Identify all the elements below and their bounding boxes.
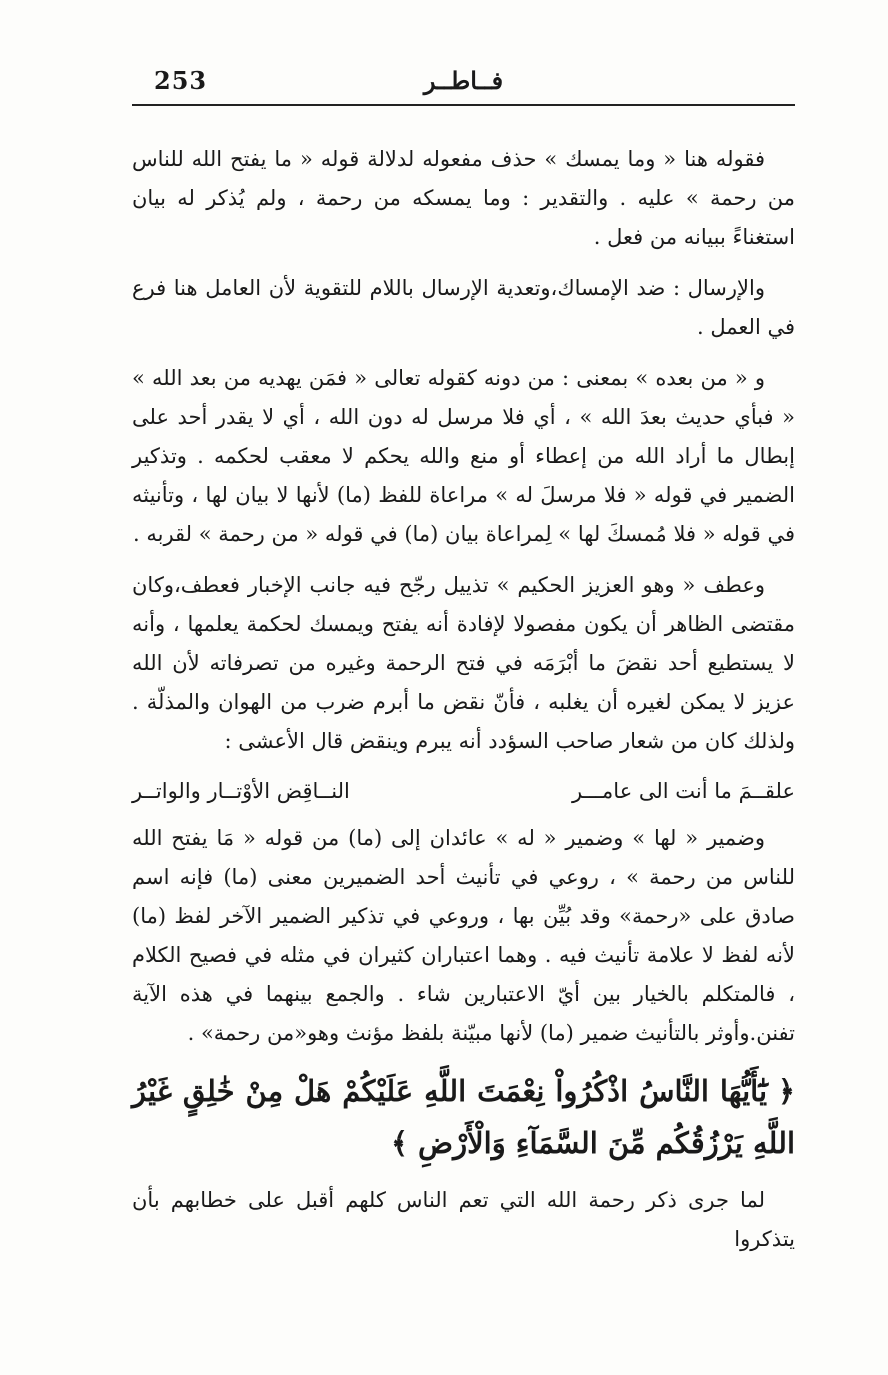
paragraph-3: و « من بعده » بمعنى : من دونه كقوله تعالى « فمَن يهديه من بعد الله » « فبأي حديث بعدَ الله » ، أي فلا مرسل له دون الله ، أي لا يقدر أحد على إبطال ما أراد الله من إعطاء أو منع والله يحكم لا معقب لحكمه . وتذكير الضمير في قوله « فلا مرسلَ له » مراعاة للفظ (ما) لأنها لا بيان لها ، وتأنيثه في قوله « فلا مُمسكَ لها » لِمراعاة بيان (ما) في قوله « من رحمة » لقربه .	[132, 366, 795, 546]
verse-first-hemistich: علقــمَ ما أنت الى عامـــر	[572, 779, 795, 803]
paragraph-4: وعطف « وهو العزيز الحكيم » تذييل رجّح فيه جانب الإخبار فعطف،وكان مقتضى الظاهر أن يكون مفصولا لإفادة أنه يفتح ويمسك لحكمة يعلمها ، وأنه لا يستطيع أحد نقضَ ما أبْرَمَه في فتح الرحمة وغيره من تصرفاته لأن الله عزيز لا يمكن لغيره أن يغلبه ، فأنّ نقض ما أبرم ضرب من الهوان والمذلّة . ولذلك كان من شعار صاحب السؤدد أنه يبرم وينقض قال الأعشى :	[132, 573, 795, 753]
body-text	[132, 140, 795, 1271]
paragraph-final: لما جرى ذكر رحمة الله التي تعم الناس كلهم أقبل على خطابهم بأن يتذكروا	[132, 1188, 795, 1251]
quran-verse: ﴿ يَٰٓأَيُّهَا النَّاسُ اذْكُرُواْ نِعْمَتَ اللَّهِ عَلَيْكُمْ هَلْ مِنْ خَٰلِقٍ غَيْرُ اللَّهِ يَرْزُقُكُم مِّنَ السَّمَآءِ وَالْأَرْضِ ﴾	[132, 1074, 795, 1160]
page-header	[132, 58, 795, 106]
page-number: 253	[154, 66, 208, 95]
paragraph-5: وضمير « لها » وضمير « له » عائدان إلى (ما) من قوله « مَا يفتح الله للناس من رحمة » ، روعي في تأنيث أحد الضميرين معنى (ما) فإنه اسم صادق على «رحمة» وقد بُيِّن بها ، وروعي في تذكير الضمير الآخر لفظ (ما) لأنه لفظ لا علامة تأنيث فيه . وهما اعتباران كثيران في مثله في فصيح الكلام ، فالمتكلم بالخيار بين أيّ الاعتبارين شاء . والجمع بينهما في هذه الآية تفنن.وأوثر بالتأنيث ضمير (ما) لأنها مبيّنة بلفظ مؤنث وهو«من رحمة» .	[132, 826, 795, 1045]
paragraph-2: والإرسال : ضد الإمساك،وتعدية الإرسال باللام للتقوية لأن العامل هنا فرع في العمل .	[132, 276, 795, 339]
verse-second-hemistich: النــاقِض الأوْتــار والواتــر	[132, 779, 350, 803]
poetry-verse	[132, 773, 795, 809]
running-title: فــاطــر	[423, 66, 504, 95]
paragraph-1: فقوله هنا « وما يمسك » حذف مفعوله لدلالة قوله « ما يفتح الله للناس من رحمة » عليه . والتقدير : وما يمسكه من رحمة ، ولم يُذكر له بيان استغناءً ببيانه من فعل .	[132, 147, 795, 249]
